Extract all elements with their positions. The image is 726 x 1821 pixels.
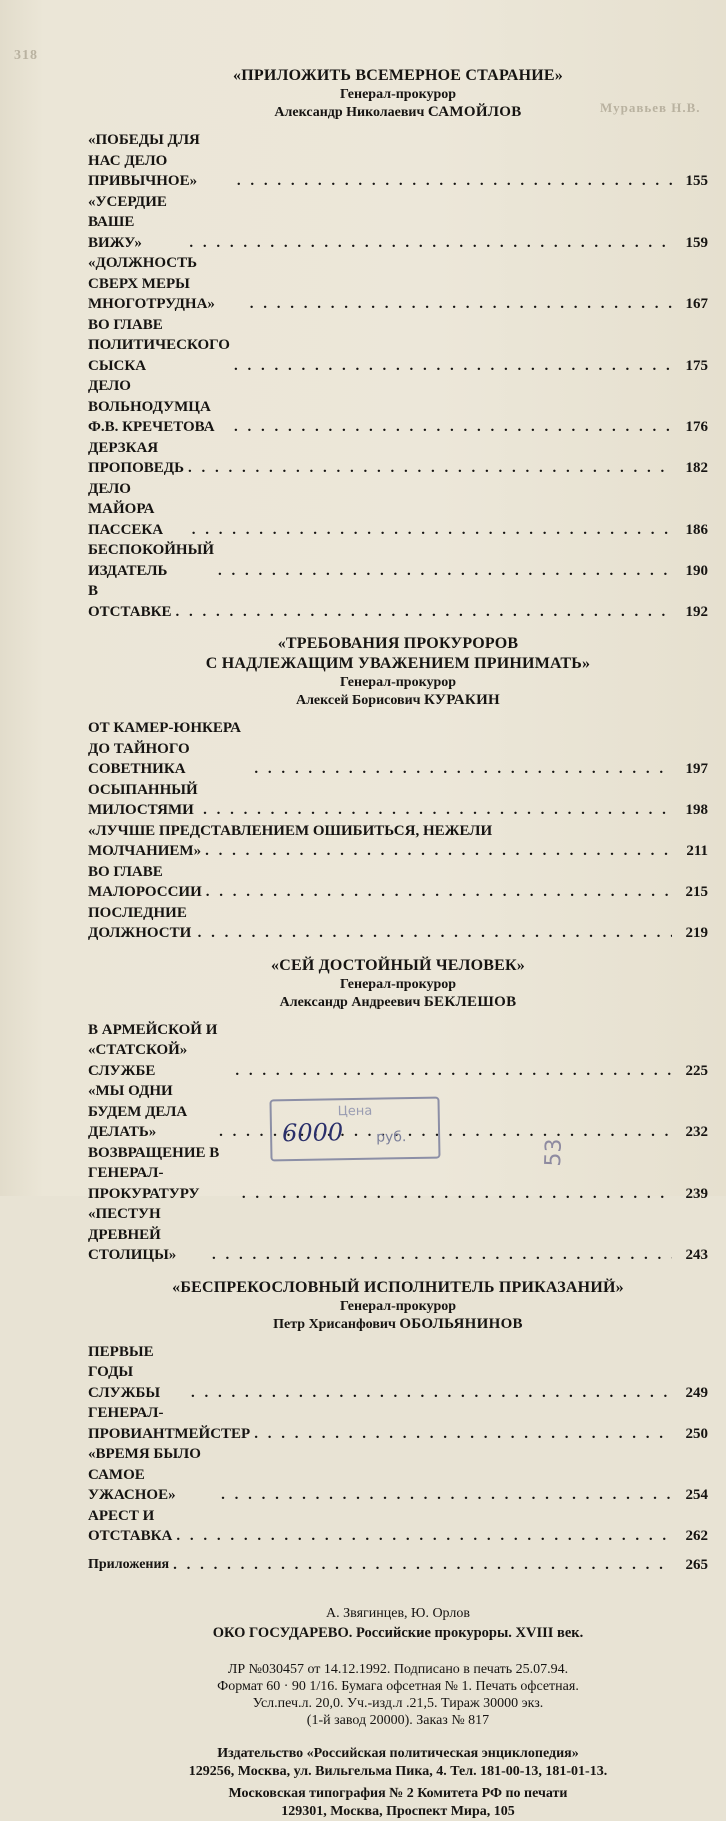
dot-leader (212, 1245, 672, 1266)
person-name: Александр Андреевич (279, 994, 421, 1010)
toc-entry[interactable] (88, 479, 708, 541)
bleed-through-page-number: 318 (14, 48, 38, 63)
appendix-list (88, 1555, 708, 1576)
publisher-line: 129256, Москва, ул. Вильгельма Пика, 4. Тел. 181-00-13, 181-01-13. (188, 1764, 608, 1779)
toc-entry-page: 232 (685, 1124, 708, 1140)
imprint-printer (88, 1785, 708, 1821)
toc-entry-page: 192 (685, 603, 708, 620)
toc-entry-title: ДЕЛО ВОЛЬНОДУМЦА Ф.В. КРЕЧЕТОВА (88, 378, 215, 435)
section-person (88, 103, 708, 122)
toc-entry-title: В ОТСТАВКЕ (88, 583, 172, 620)
dot-leader (205, 841, 672, 862)
dot-leader (254, 1424, 672, 1445)
dot-leader (234, 356, 672, 377)
toc-entry[interactable] (88, 780, 708, 821)
toc-entry-page: 225 (685, 1062, 708, 1079)
imprint-detail-line: Усл.печ.л. 20,0. Уч.-изд.л .21,5. Тираж 30000 экз. (252, 1696, 544, 1711)
appendix-title: Приложения (88, 1556, 170, 1572)
toc-entry-page: 219 (685, 925, 708, 941)
toc-entry-title: В АРМЕЙСКОЙ И «СТАТСКОЙ» СЛУЖБЕ (88, 1021, 218, 1079)
table-of-contents (88, 66, 708, 1821)
dot-leader (173, 1555, 672, 1576)
toc-entry-title: «ПЕСТУН ДРЕВНЕЙ СТОЛИЦЫ» (88, 1206, 177, 1263)
toc-entry[interactable] (88, 540, 708, 581)
toc-entry-page: 176 (685, 419, 708, 435)
toc-entry-title: «МЫ ОДНИ БУДЕМ ДЕЛА ДЕЛАТЬ» (88, 1083, 188, 1140)
section-title: «ТРЕБОВАНИЯ ПРОКУРОРОВ (277, 635, 519, 652)
toc-entry[interactable] (88, 1403, 708, 1444)
dot-leader (221, 1485, 672, 1506)
section-person (88, 993, 708, 1012)
dot-leader (242, 1184, 672, 1205)
imprint-details (88, 1661, 708, 1729)
printer-line: Московская типография № 2 Комитета РФ по печати (228, 1786, 568, 1801)
dot-leader (235, 1061, 672, 1082)
person-surname: САМОЙЛОВ (427, 104, 522, 120)
imprint-detail-line: ЛР №030457 от 14.12.1992. Подписано в печать 25.07.94. (227, 1662, 569, 1677)
toc-entry[interactable] (88, 315, 708, 377)
dot-leader (254, 759, 672, 780)
toc-entry-page: 239 (685, 1185, 708, 1202)
toc-entry-title: «ПОБЕДЫ ДЛЯ НАС ДЕЛО ПРИВЫЧНОЕ» (88, 132, 200, 189)
dot-leader (175, 602, 672, 623)
section-person (88, 1315, 708, 1334)
bleed-through-text: Муравьев Н.В. (600, 100, 701, 115)
toc-entry-page: 211 (686, 843, 708, 859)
toc-entry-page: 243 (685, 1247, 708, 1263)
toc-entry-title: МОЛЧАНИЕМ» (88, 843, 202, 859)
book-subtitle: Российские прокуроры. XVIII век. (356, 1625, 584, 1641)
section-role: Генерал-прокурор (339, 1298, 457, 1314)
dot-leader (176, 1526, 672, 1547)
toc-entry-title: ПЕРВЫЕ ГОДЫ СЛУЖБЫ (88, 1343, 161, 1401)
toc-entry-page: 250 (685, 1425, 708, 1442)
imprint-publisher (88, 1745, 708, 1781)
toc-entry-page: 186 (685, 521, 708, 538)
dot-leader (218, 561, 672, 582)
toc-entry-page: 159 (685, 234, 708, 251)
dot-leader (206, 882, 672, 903)
imprint (88, 1605, 708, 1821)
toc-entry[interactable] (88, 192, 708, 254)
toc-entry[interactable] (88, 1444, 708, 1506)
person-surname: ОБОЛЬЯНИНОВ (399, 1315, 523, 1332)
toc-entry-page: 190 (685, 562, 708, 579)
dot-leader (250, 294, 672, 315)
toc-entry[interactable] (88, 1506, 708, 1547)
toc-entry-title: ДЕРЗКАЯ ПРОПОВЕДЬ (88, 439, 184, 476)
dot-leader (237, 171, 672, 192)
stamp-price: 6000 (281, 1118, 344, 1148)
toc-entry-title: БЕСПОКОЙНЫЙ ИЗДАТЕЛЬ (88, 542, 214, 579)
section-role: Генерал-прокурор (339, 976, 457, 992)
toc-entry-title: ОТ КАМЕР-ЮНКЕРА ДО ТАЙНОГО СОВЕТНИКА (88, 720, 241, 777)
toc-entry[interactable] (88, 1204, 708, 1266)
section-role: Генерал-прокурор (339, 87, 457, 102)
appendix-page: 265 (685, 1556, 708, 1573)
person-name: Петр Хрисанфович (273, 1316, 396, 1332)
toc-entry-title: ПОСЛЕДНИЕ ДОЛЖНОСТИ (88, 904, 192, 941)
stamp-currency: руб. (376, 1129, 407, 1146)
toc-entry[interactable] (88, 581, 708, 622)
section-title: «ПРИЛОЖИТЬ ВСЕМЕРНОЕ СТАРАНИЕ» (233, 67, 563, 84)
toc-entry-page: 197 (685, 761, 708, 777)
imprint-authors: А. Звягинцев, Ю. Орлов (326, 1606, 470, 1621)
imprint-detail-line: (1-й завод 20000). Заказ № 817 (306, 1713, 490, 1728)
dot-leader (203, 800, 672, 821)
toc-entry-page: 249 (685, 1384, 708, 1401)
toc-entry-page: 155 (685, 173, 708, 189)
toc-entry[interactable] (88, 253, 708, 315)
toc-entry-title: «ДОЛЖНОСТЬ СВЕРХ МЕРЫ МНОГОТРУДНА» (88, 255, 215, 312)
toc-entry-title: «УСЕРДИЕ ВАШЕ ВИЖУ» (88, 193, 167, 251)
toc-entry[interactable] (88, 903, 708, 944)
dot-leader (188, 458, 672, 479)
person-surname: БЕКЛЕШОВ (423, 993, 517, 1010)
toc-entry-title: ВО ГЛАВЕ МАЛОРОССИИ (88, 863, 202, 900)
printer-line: 129301, Москва, Проспект Мира, 105 (281, 1804, 515, 1819)
section-title: «БЕСПРЕКОСЛОВНЫЙ ИСПОЛНИТЕЛЬ ПРИКАЗАНИЙ» (172, 1278, 624, 1296)
toc-entry-title: ДЕЛО МАЙОРА ПАССЕКА (88, 480, 164, 538)
section-role: Генерал-прокурор (339, 675, 457, 690)
toc-entry-page: 182 (685, 460, 708, 476)
toc-entry-title: АРЕСТ И ОТСТАВКА (88, 1507, 173, 1544)
toc-entry[interactable] (88, 1342, 708, 1404)
dot-leader (191, 1383, 672, 1404)
toc-entry-title: ОСЫПАННЫЙ МИЛОСТЯМИ (88, 781, 198, 818)
stamp-label: Цена (337, 1103, 373, 1120)
toc-section (88, 634, 708, 944)
toc-entry[interactable] (88, 821, 708, 862)
imprint-detail-line: Формат 60 · 90 1/16. Бумага офсетная № 1. Печать офсетная. (217, 1679, 579, 1694)
toc-entry-page: 175 (685, 357, 708, 374)
toc-section (88, 66, 708, 622)
dot-leader (234, 417, 672, 438)
dot-leader (192, 520, 672, 541)
toc-entry[interactable] (88, 862, 708, 903)
section-title-line-2: С НАДЛЕЖАЩИМ УВАЖЕНИЕМ ПРИНИМАТЬ» (205, 655, 591, 672)
toc-entry-title: ГЕНЕРАЛ-ПРОВИАНТМЕЙСТЕР (88, 1405, 251, 1442)
toc-entry[interactable] (88, 438, 708, 479)
imprint-book-title (88, 1623, 708, 1643)
toc-list (88, 130, 708, 622)
toc-entry[interactable] (88, 1020, 708, 1082)
toc-entry-page: 262 (685, 1528, 708, 1544)
publisher-line: Издательство «Российская политическая энциклопедия» (217, 1746, 579, 1761)
toc-entry-appendix[interactable] (88, 1555, 708, 1576)
person-name: Алексей Борисович (295, 693, 421, 708)
person-surname: КУРАКИН (424, 692, 501, 708)
toc-entry-title: «ВРЕМЯ БЫЛО САМОЕ УЖАСНОЕ» (88, 1446, 201, 1503)
toc-entry-title-line-1: «ЛУЧШЕ ПРЕДСТАВЛЕНИЕМ ОШИБИТЬСЯ, НЕЖЕЛИ (88, 822, 493, 839)
handwritten-note: 53 (541, 1138, 567, 1167)
dot-leader (189, 233, 672, 254)
toc-entry-title: ВО ГЛАВЕ ПОЛИТИЧЕСКОГО СЫСКА (88, 316, 230, 374)
toc-list (88, 1342, 708, 1547)
person-name: Александр Николаевич (274, 105, 425, 120)
book-title: ОКО ГОСУДАРЕВО. (212, 1625, 353, 1641)
section-person (88, 691, 708, 710)
toc-entry-page: 198 (685, 802, 708, 818)
toc-list (88, 718, 708, 944)
toc-entry-page: 215 (685, 884, 708, 900)
dot-leader (198, 923, 672, 944)
toc-entry[interactable] (88, 130, 708, 192)
toc-entry-title: ВОЗВРАЩЕНИЕ В ГЕНЕРАЛ-ПРОКУРАТУРУ (88, 1144, 220, 1202)
toc-entry[interactable] (88, 718, 708, 780)
section-title: «СЕЙ ДОСТОЙНЫЙ ЧЕЛОВЕК» (271, 956, 525, 974)
toc-section (88, 1278, 708, 1547)
toc-entry-page: 167 (685, 296, 708, 312)
toc-entry[interactable] (88, 376, 708, 438)
price-stamp (269, 1097, 440, 1162)
toc-entry-page: 254 (685, 1487, 708, 1503)
